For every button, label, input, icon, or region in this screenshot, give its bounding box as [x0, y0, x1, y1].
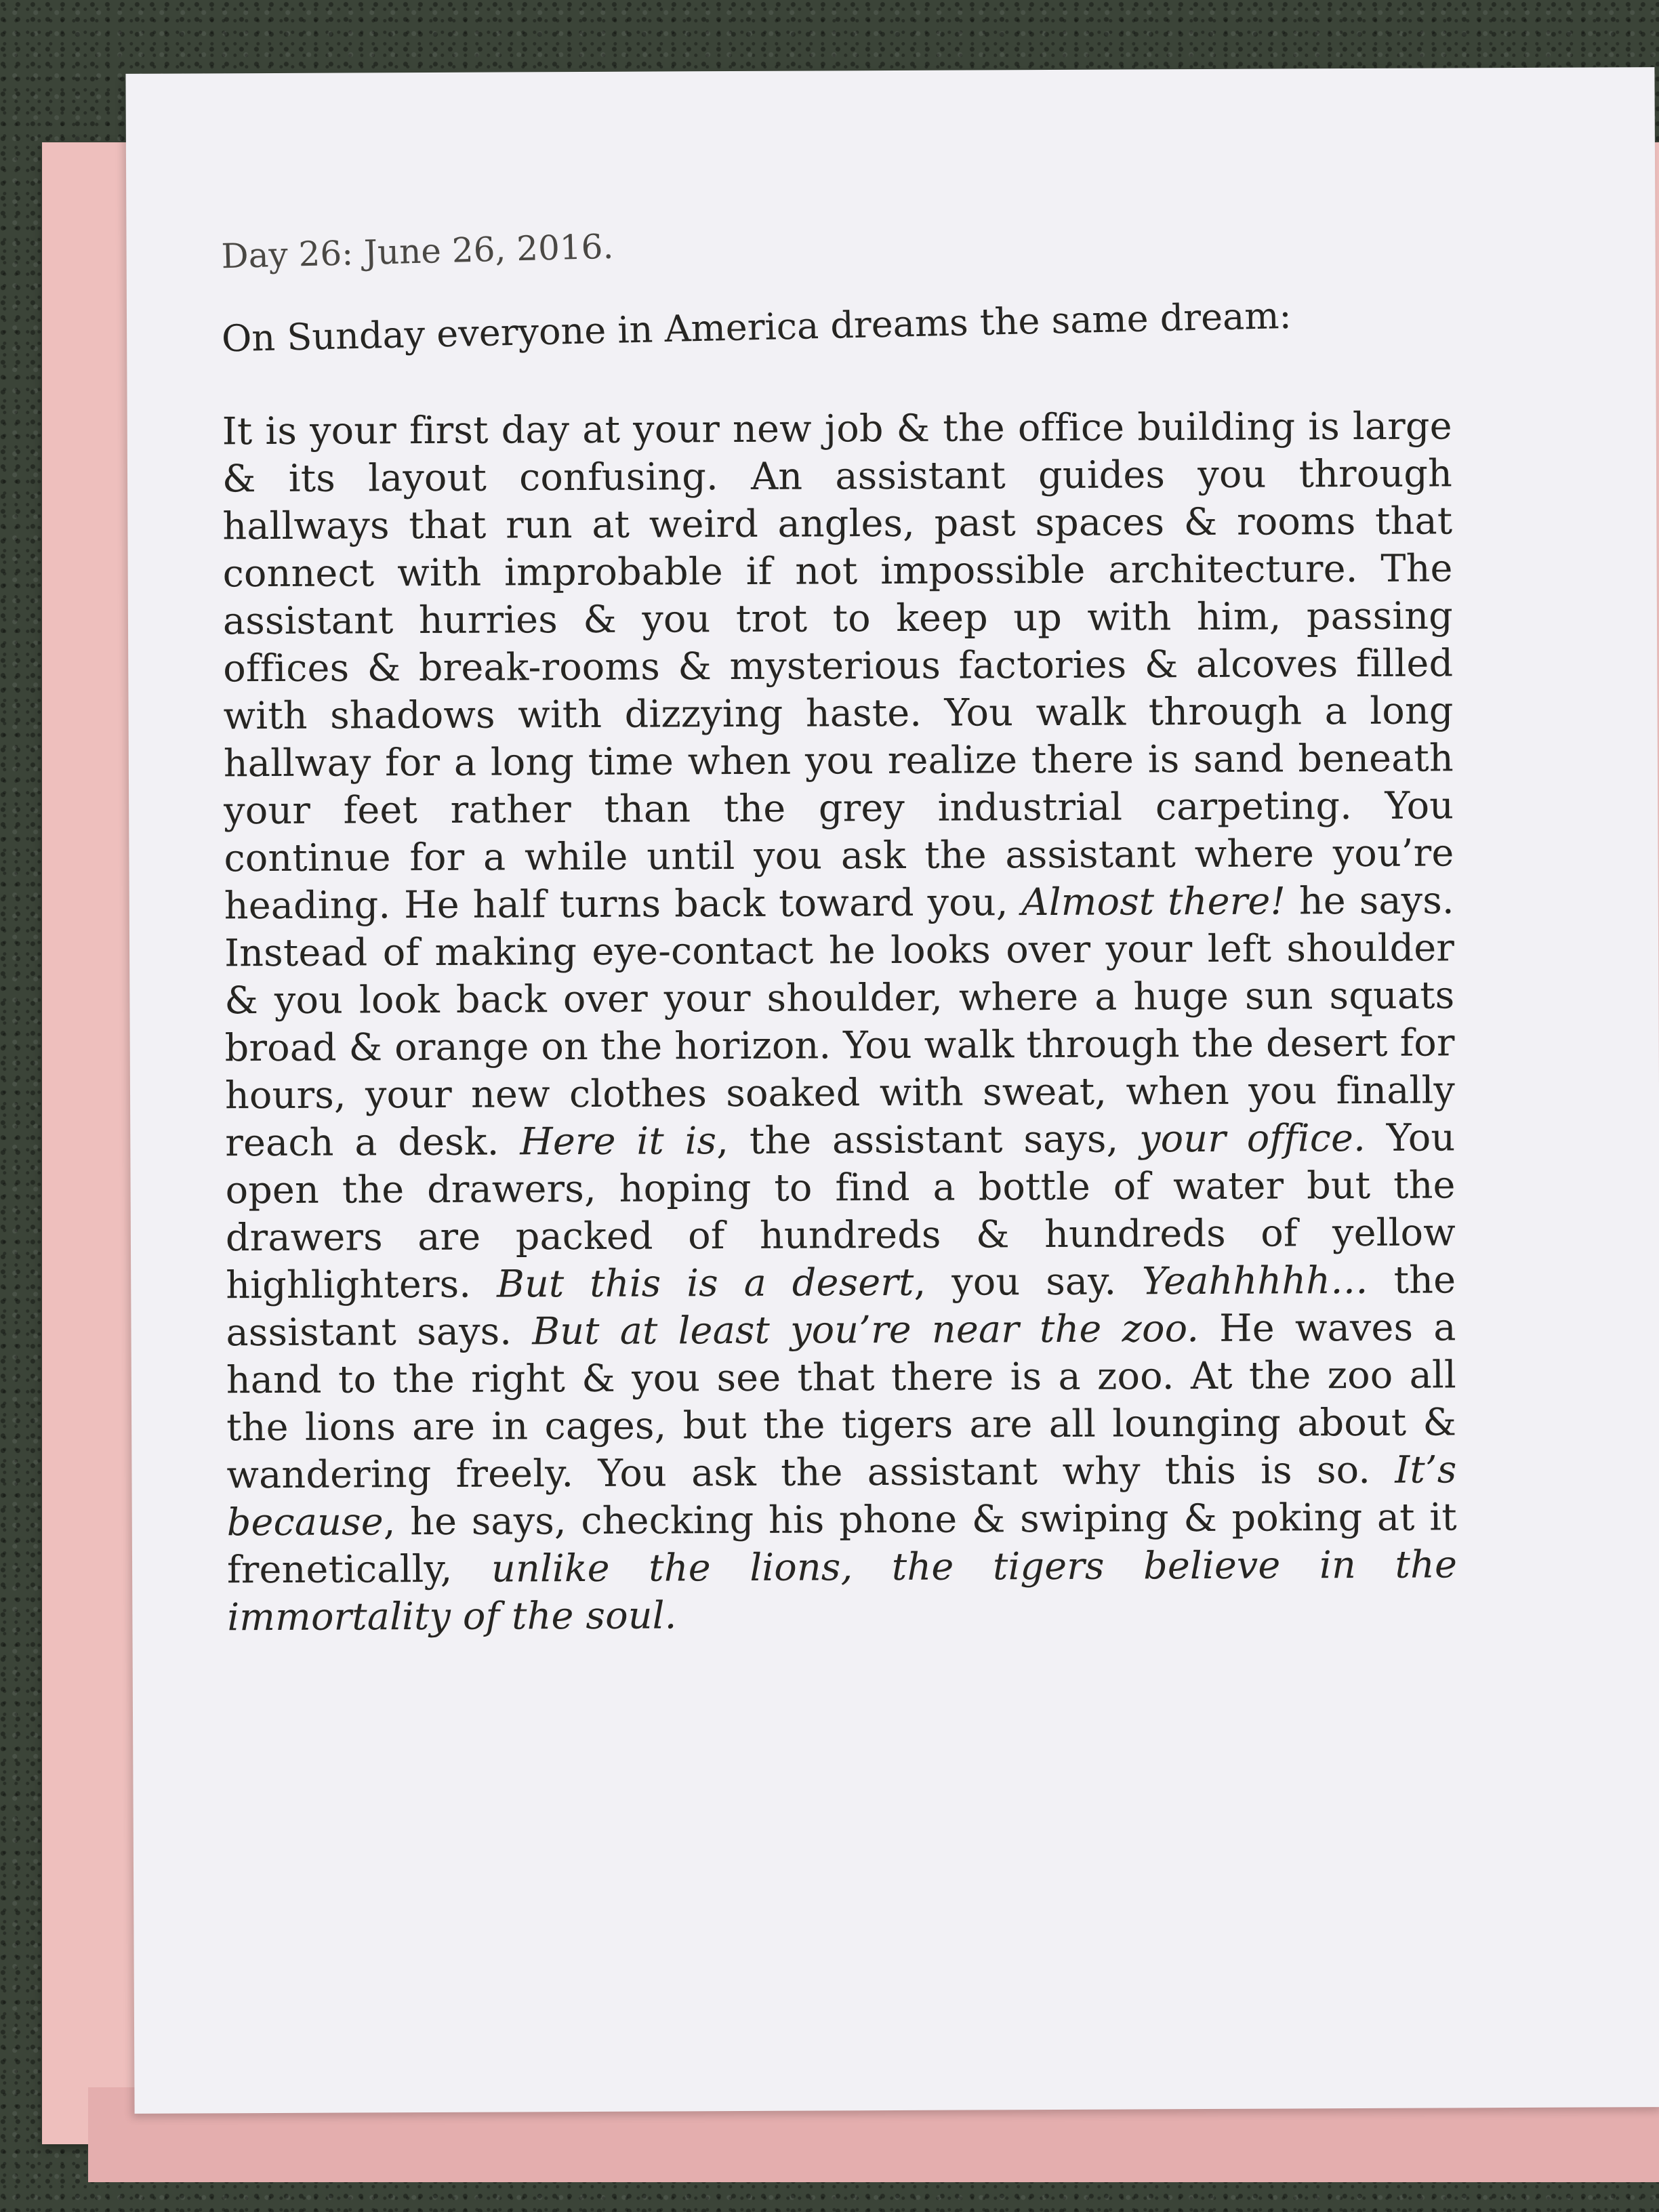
- body-segment-italic: Almost there!: [1021, 879, 1286, 925]
- intro-line: On Sunday everyone in America dreams the same dream:: [221, 293, 1292, 361]
- body-segment: , the assistant says,: [716, 1117, 1140, 1164]
- body-segment: the assistant says.: [226, 1258, 1456, 1355]
- body-segment-italic: unlike the lions, the tigers believe in the immortality of the soul.: [227, 1542, 1458, 1640]
- date-heading: Day 26: June 26, 2016.: [220, 226, 615, 276]
- body-segment-italic: But this is a desert: [496, 1260, 914, 1307]
- body-segment: He waves a hand to the right & you see that there is a zoo. At the zoo all the lions are in cages, but the tigers are all lounging about & wandering freely. You ask the assistant why this is so.: [226, 1305, 1457, 1498]
- body-segment: , he says, checking his phone & swiping & poking at it frenetically,: [226, 1495, 1457, 1593]
- body-segment: It is your first day at your new job & the office building is large & its layout confusing. An assistant guides you through hallways that run at weird angles, past spaces & rooms that connect with improbable if not impossible architecture. The assistant hurries & you trot to keep up with him, passing offices & break-rooms & mysterious factories & alcoves filled with shadows with dizzying haste. You walk through a long hallway for a long time when you realize there is sand beneath your feet rather than the grey industrial carpeting. You continue for a while until you ask the assistant where you’re heading. He half turns back toward you,: [222, 404, 1454, 928]
- body-segment-italic: your office.: [1139, 1115, 1366, 1162]
- body-segment-italic: Here it is: [520, 1119, 717, 1164]
- paper-page: [125, 67, 1659, 2114]
- body-segment: , you say.: [914, 1259, 1143, 1305]
- body-segment-italic: But at least you’re near the zoo.: [532, 1307, 1200, 1354]
- body-segment-italic: It’s because: [226, 1448, 1457, 1545]
- body-segment: You open the drawers, hoping to find a bottle of water but the drawers are packed of hundreds & hundreds of yellow highlighters.: [225, 1115, 1456, 1308]
- page-content: [220, 226, 1458, 1641]
- body-segment-italic: Yeahhhhh…: [1141, 1258, 1369, 1304]
- body-paragraph: [222, 403, 1458, 1641]
- body-segment: he says. Instead of making eye-contact he looks over your left shoulder & you look back over your shoulder, where a huge sun squats broad & orange on the horizon. You walk through the desert for hours, your new clothes soaked with sweat, when you finally reach a desk.: [224, 878, 1456, 1166]
